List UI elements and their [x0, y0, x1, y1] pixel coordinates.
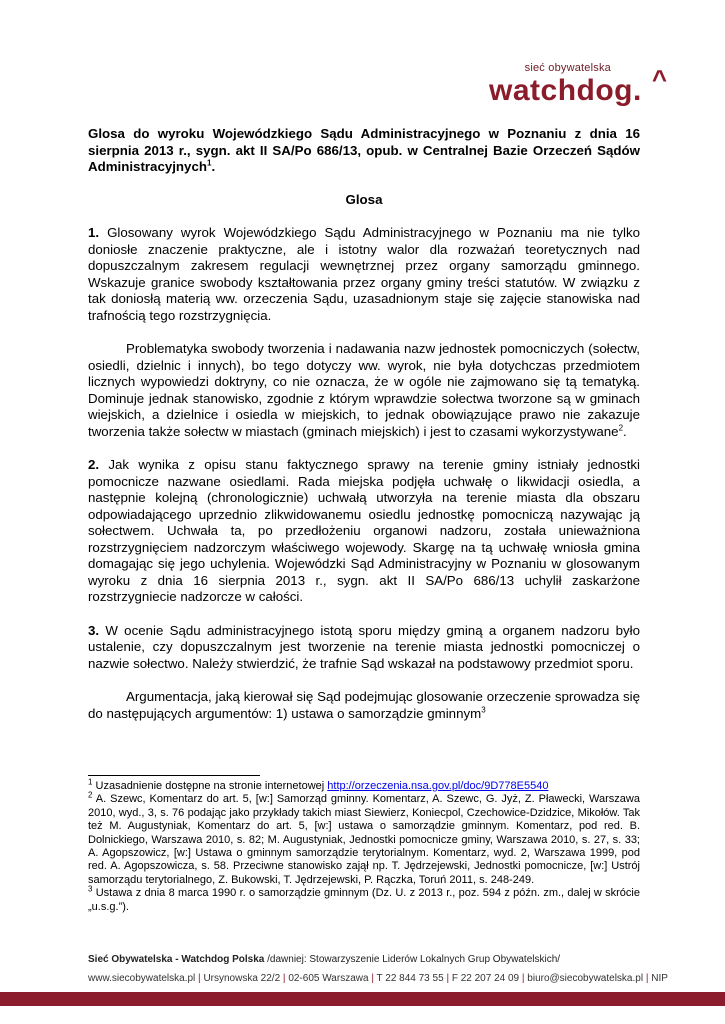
footer-fax: F 22 207 24 09: [451, 973, 520, 984]
footnote-2: $^2$ A. Szewc, Komentarz do art. 5, [w:] Samorząd gminny. Komentarz, A. Szewc, G. Jyż, Z. Pławecki, Warszawa 2010, wyd., 3, s. 76 podając jako przykłady takich miast Siewierz, Koniecpol, Czechowice-Dzidzice, Mikołów. Tak też M. Augustyniak, Komentarz do art. 5, [w:] ustawa o samorządzie gminnym. Komentarz, pod red. B. Dolnickiego, Warszawa 2010, s. 82; M. Augustyniak, Jednostki pomocnicze gminy, Warszawa 2010, s. 27, s. 33; A. Agopszowicz, [w:] Ustawa o gminnym samorządzie terytorialnym. Komentarz, wyd. 2, Warszawa 1999, pod red. A. Agopszowicza, s. 58. Przeciwne stanowisko zajął np. T. Jędrzejewski, Jednostki pomocnicze, [w:] Ustrój samorządu terytorialnego, Z. Bukowski, T. Jędrzejewski, P. Rączka, Toruń 2011, s. 248-249.: [88, 790, 640, 886]
footer-phone: T 22 844 73 55: [376, 973, 444, 984]
footnotes: [88, 777, 640, 914]
footnote-divider: [88, 775, 260, 776]
paragraph-3: 2. Jak wynika z opisu stanu faktycznego sprawy na terenie gminy istniały jednostki pomocnicze nazwane osiedlami. Rada miejska podjęła uchwałę o likwidacji osiedla, a następnie kolejną (chronologicznie) uchwałą utworzyła na terenie miasta dla obszaru odpowiadającego uprzednio zlikwidowanemu osiedlu jednostkę pomocniczą nazywając ją sołectwem. Uchwała ta, po przedłożeniu organowi nadzoru, została unieważniona rozstrzygnięciem nadzorczym właściwego wojewody. Skargę na tą uchwałę wniosła gmina domagając się jego uchylenia. Wojewódzki Sąd Administracyjny w Poznaniu w glosowanym wyroku z dnia 16 sierpnia 2013 r., sygn. akt II SA/Po 686/13 uchylił zaskarżone rozstrzygniecie nadzorcze w całości.: [88, 457, 640, 604]
footer-website[interactable]: www.siecobywatelska.pl: [88, 973, 196, 984]
document-body: [88, 126, 640, 722]
footer-email[interactable]: biuro@siecobywatelska.pl: [527, 973, 644, 984]
footer-organization: Sieć Obywatelska - Watchdog Polska /dawniej: Stowarzyszenie Liderów Lokalnych Grup Obywatelskich/: [88, 954, 561, 965]
footer-address: Ursynowska 22/2: [203, 973, 281, 984]
footer-city: 02-605 Warszawa: [288, 973, 369, 984]
paragraph-5: Argumentacja, jaką kierował się Sąd podejmując glosowanie orzeczenie sprowadza się do następujących argumentów: 1) ustawa o samorządzie gminnym$^3$: [88, 689, 640, 721]
footnote-3: $^3$ Ustawa z dnia 8 marca 1990 r. o samorządzie gminnym (Dz. U. z 2013 r., poz. 594 z późn. zm., dalej w skrócie „u.s.g.”).: [88, 884, 640, 913]
footnote-1-link[interactable]: http://orzeczenia.nsa.gov.pl/doc/9D778E5540: [327, 780, 549, 792]
section-heading: Glosa: [345, 191, 383, 207]
footer-brand-bar: [0, 992, 725, 1006]
footnote-ref-2[interactable]: 2: [618, 423, 624, 433]
page-footer: [88, 950, 688, 1007]
footnote-ref-1[interactable]: 1: [206, 158, 212, 168]
logo-caret-icon: ^: [651, 64, 667, 94]
paragraph-1: 1. Glosowany wyrok Wojewódzkiego Sądu Administracyjnego w Poznaniu ma nie tylko doniosłe znaczenie praktyczne, ale i istotny walor dla rozważań teoretycznych nad dopuszczalnym zakresem regulacji wewnętrznej przez organy samorządu gminnego. Wskazuje granice swobody kształtowania przez organy gminy treści statutów. W związku z tak doniosłą materią ww. orzeczenia Sądu, uzasadnionym staje się zajęcie stanowiska nad trafnością tego rozstrzygnięcia.: [88, 225, 640, 323]
logo-tagline: sieć obywatelska: [524, 62, 611, 74]
footnote-ref-3[interactable]: 3: [481, 705, 486, 715]
document-title: Glosa do wyroku Wojewódzkiego Sądu Administracyjnego w Poznaniu z dnia 16 sierpnia 2013 r., sygn. akt II SA/Po 686/13, opub. w Centralnej Bazie Orzeczeń Sądów Administracyjnych$^1$.: [88, 126, 640, 174]
footnote-1: $^1$ Uzasadnienie dostępne na stronie internetowej http://orzeczenia.nsa.gov.pl/doc/9D778E5540: [88, 777, 549, 792]
paragraph-2: Problematyka swobody tworzenia i nadawania nazw jednostek pomocniczych (sołectw, osiedli, dzielnic i innych), bo tego dotyczy ww. wyrok, nie była dotychczas przedmiotem licznych wypowiedzi doktryny, co nie oznacza, że w ogóle nie zajmowano się tą tematyką. Dominuje jednak stanowisko, zgodnie z którym wprawdzie sołectwa tworzone są w gminach wiejskich, a dzielnice i osiedla w miejskich, to jednak obowiązujące prawo nie zakazuje tworzenia także sołectw w miastach (gminach miejskich) i jest to czasami wykorzystywane$^2$.: [88, 341, 640, 439]
paragraph-4: 3. W ocenie Sądu administracyjnego istotą sporu między gminą a organem nadzoru było ustalenie, czy dopuszczalnym jest tworzenie na terenie miasta jednostki pomocniczej o nazwie sołectwo. Należy stwierdzić, że trafnie Sąd wskazał na podstawowy przedmiot sporu.: [88, 622, 640, 671]
footer-contact: www.siecobywatelska.pl | Ursynowska 22/2 | 02-605 Warszawa | T 22 844 73 55 | F 22 207 24 09 | biuro@siecobywatelska.pl | NIP: [88, 969, 688, 1007]
logo-wordmark: watchdog.: [489, 74, 642, 107]
footer-nip: NIP: [651, 973, 668, 984]
watchdog-logo: [487, 60, 667, 120]
